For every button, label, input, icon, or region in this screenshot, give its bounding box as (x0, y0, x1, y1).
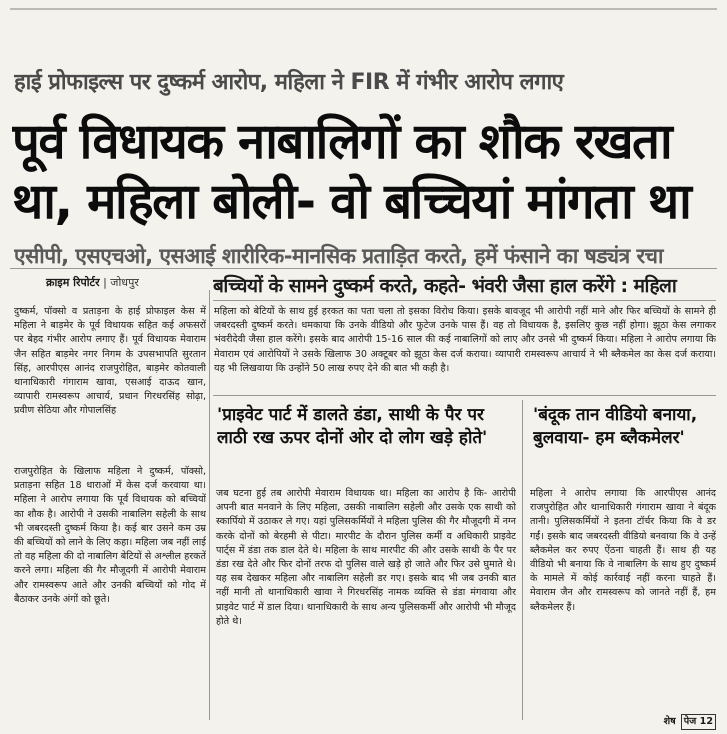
headline-line-1: पूर्व विधायक नाबालिगों का शौक रखता (12, 113, 672, 170)
quote2-line-2: बुलवाया- हम ब्लैकमेलर' (533, 428, 685, 448)
quote1-line-2: लाठी रख ऊपर दोनों ओर दो लोग खड़े होते' (217, 428, 488, 448)
continued-note (530, 714, 716, 730)
page-reference: पेज 12 (681, 714, 716, 730)
column-1-bottom-text: राजपुरोहित के खिलाफ महिला ने दुष्कर्म, पॉक्सो, प्रताड़ना सहित 18 धाराओं में केस दर्ज करवाया था। महिला ने आरोप लगाया कि पूर्व विधायक को बच्चियों का शौक है। आरोपी ने उसकी नाबालिग सहेली के साथ भी जबरदस्ती दुष्कर्म किया है। कई बार उसने कम उम्र की बच्चियों को लाने के लिए कहा। महिला जब नहीं लाई तो वह महिला की दो नाबालिग बेटियों से अश्लील हरकतें करने लगा। महिला की गैर मौजूदगी में आरोपी मेवाराम और रामस्वरूप आते और उनकी बच्चियों को गोद में बैठाकर उनके अंगों को छूते। (14, 466, 206, 605)
column-1-top-text: दुष्कर्म, पॉक्सो व प्रताड़ना के हाई प्रोफाइल केस में महिला ने बाड़मेर के पूर्व विधायक सहित कई अफसरों पर बेहद गंभीर आरोप लगाए हैं। पूर्व विधायक मेवाराम जैन सहित बाड़मेर नगर निगम के उपसभापति सुरतान सिंह, आरपीएस आनंद राजपुरोहित, बाड़मेर कोतवाली थानाधिकारी गंगाराम खावा, एसआई दाऊद खान, व्यापारी रामस्वरूप आचार्य, प्रधान गिरधरसिंह सोढ़ा, प्रवीण सेठिया और गोपालसिंह (14, 306, 206, 417)
quote-headline-2 (533, 404, 715, 450)
main-headline (12, 112, 717, 232)
quote2-line-1: 'बंदूक तान वीडियो बनाया, (533, 405, 698, 425)
column-2-top-text: महिला को बेटियों के साथ हुई हरकत का पता चला तो इसका विरोध किया। इसके बावजूद भी आरोपी नहीं माने और फिर बच्चियों के सामने ही जबरदस्ती दुष्कर्म करते। धमकाया कि उनके वीडियो और फुटेज उनके पास हैं। वह तो विधायक है, इसलिए कुछ नहीं होगा। झूठा केस लगाकर भंवरीदेवी जैसा हाल करेंगे। इसके बाद आरोपी 15-16 साल की कई नाबालिगों को लाए और उनसे भी दुष्कर्म किया। महिला ने आरोप लगाया कि मेवाराम एवं आरोपियों ने उसके खिलाफ 30 अक्टूबर को झूठा केस दर्ज कराया। व्यापारी रामस्वरूप आचार्य ने भी ब्लैकमेल का केस दर्ज कराया। यह भी लिखवाया कि उन्होंने 50 लाख रुपए देने की बात भी कही है। (214, 306, 716, 374)
column-rule (522, 400, 523, 720)
headline-line-2: था, महिला बोली- वो बच्चियां मांगता था (12, 173, 691, 230)
quote-headline-1 (217, 404, 517, 450)
divider (213, 395, 716, 396)
top-rule (10, 8, 717, 10)
byline (46, 275, 139, 290)
continued-label: शेष (663, 716, 676, 727)
subhead-rule (213, 300, 716, 301)
column-rule (209, 290, 210, 720)
deck-headline: एसीपी, एसएचओ, एसआई शारीरिक-मानसिक प्रताड़ित करते, हमें फंसाने का षड्यंत्र रचा (14, 244, 663, 268)
divider (10, 268, 717, 269)
dateline-place: | जोधपुर (99, 276, 139, 289)
column-2-bottom-text: जब घटना हुई तब आरोपी मेवाराम विधायक था। महिला का आरोप है कि- आरोपी अपनी बात मनवाने के लिए महिला, उसकी नाबालिग सहेली और उसके एक साथी को स्कार्पियो में उठाकर ले गए। यहां पुलिसकर्मियों ने महिला पुलिस की गैर मौजूदगी में नग्न करके दोनों को बेरहमी से पीटा। मारपीट के दौरान पुलिस कर्मी व अधिकारी प्राइवेट पार्ट्स में डंडा तक डाल देते थे। महिला के साथ मारपीट की और उसके साथी के पैर पर डंडा रख देते और फिर दोनों तरफ दो पुलिस वाले खड़े हो जाते और फिर उसे घुमाते थे। यह सब देखकर महिला और नाबालिग सहेली डर गए। इसके बाद भी जब उनकी बात नहीं मानी तो थानाधिकारी खावा ने गिरधरसिंह नामक व्यक्ति से डंडा मंगवाया और प्राइवेट पार्ट में डाल दिया। थानाधिकारी के साथ अन्य पुलिसकर्मी और आरोपी भी मौजूद होते थे। (216, 488, 516, 627)
column-3-bottom-text: महिला ने आरोप लगाया कि आरपीएस आनंद राजपुरोहित और थानाधिकारी गंगाराम खावा ने बंदूक तानी। पुलिसकर्मियों ने इतना टॉर्चर किया कि वे डर गईं। इसके बाद जबरदस्ती वीडियो बनवाया कि वे उन्हें ब्लैकमेल कर रुपए ऐंठना चाहती हैं। साथ ही यह वीडियो भी बनाया कि वे नाबालिग के साथ हुए दुष्कर्म के मामले में कोई कार्रवाई नहीं करना चाहते हैं। मेवाराम जैन और रामस्वरूप को जानते नहीं हैं, हम ब्लैकमेलर हैं। (530, 488, 716, 613)
kicker-headline: हाई प्रोफाइल्स पर दुष्कर्म आरोप, महिला ने FIR में गंभीर आरोप लगाए (14, 70, 564, 95)
quote1-line-1: 'प्राइवेट पार्ट में डालते डंडा, साथी के पैर पर (217, 405, 484, 425)
reporter: क्राइम रिपोर्टर (46, 276, 100, 289)
subheadline: बच्चियों के सामने दुष्कर्म करते, कहते- भंवरी जैसा हाल करेंगे : महिला (213, 275, 677, 297)
